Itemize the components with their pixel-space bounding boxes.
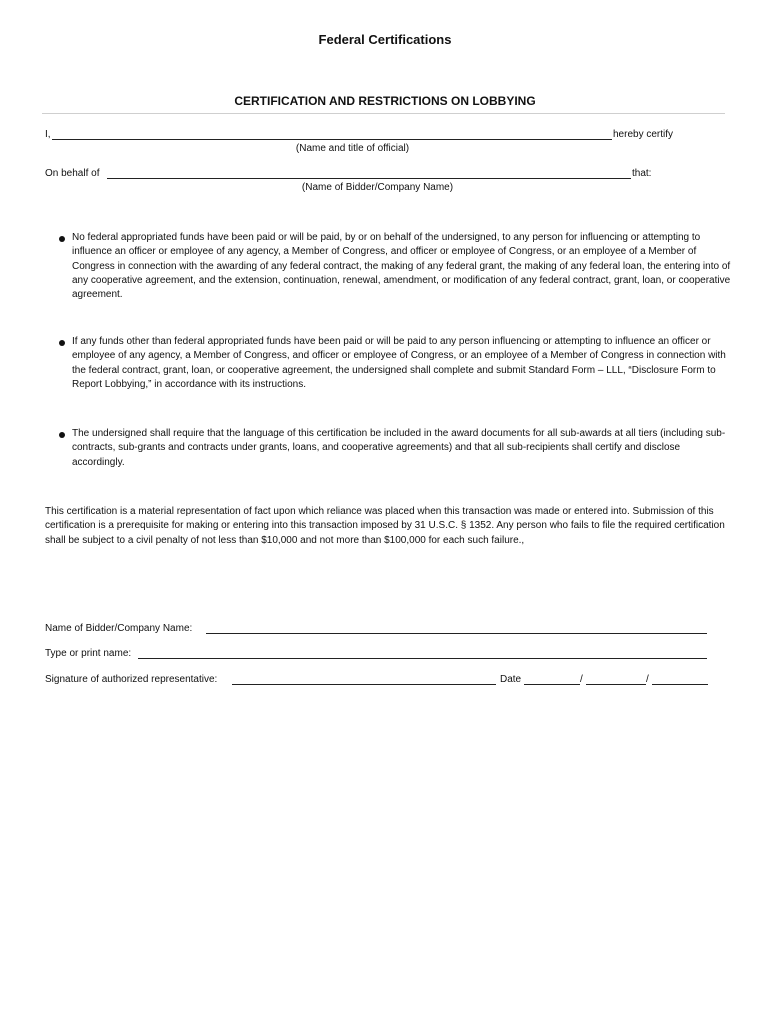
print-name-label: Type or print name: [45, 648, 132, 659]
bullet-paragraph-1: No federal appropriated funds have been paid or will be paid, by or on behalf of the undersigned, to any person for influencing or attempting to influence an officer or employee of any agency, a Member of Congress, and officer or employee of Congress, or an employee of a Member of Congress in connection with the awarding of any federal contract, the making of any federal grant, the making of any federal loan, the entering into of any cooperative agreement, and the extension, continuation, renewal, amendment, or modification of any federal contract, grant, loan, or cooperative agreement. [72, 232, 731, 301]
bidder-company-field[interactable] [107, 178, 631, 179]
date-label: Date [500, 674, 522, 685]
behalf-line-suffix: that: [632, 168, 652, 179]
document-title: Federal Certifications [318, 32, 452, 47]
company-name-label: Name of Bidder/Company Name: [45, 623, 193, 634]
date-separator: / [580, 674, 583, 685]
bullet-icon [59, 432, 65, 438]
company-name-field[interactable] [206, 633, 707, 634]
official-line-caption: (Name and title of official) [295, 143, 410, 154]
signature-label: Signature of authorized representative: [45, 674, 218, 685]
official-line-prefix: I, [45, 129, 51, 140]
behalf-line-caption: (Name of Bidder/Company Name) [301, 182, 454, 193]
official-name-field[interactable] [52, 139, 612, 140]
bullet-paragraph-3: The undersigned shall require that the language of this certification be included in the award documents for all sub-awards at all tiers (including sub-contracts, sub-grants and contracts under grants, loans, and cooperative agreements) and that all sub-recipients shall certify and disclose accordingly. [72, 428, 726, 468]
date-separator: / [646, 674, 649, 685]
date-year-field[interactable] [652, 684, 708, 685]
print-name-field[interactable] [138, 658, 707, 659]
behalf-line-prefix: On behalf of [45, 168, 100, 179]
closing-paragraph: This certification is a material representation of fact upon which reliance was placed when this transaction was made or entered into. Submission of this certification is a prerequisite for making or entering into this transaction imposed by 31 U.S.C. § 1352. Any person who fails to file the required certification shall be subject to a civil penalty of not less than $10,000 and not more than $100,000 for each such failure., [45, 506, 725, 546]
date-day-field[interactable] [586, 684, 646, 685]
section-title: CERTIFICATION AND RESTRICTIONS ON LOBBYING [234, 94, 536, 108]
bullet-paragraph-2: If any funds other than federal appropriated funds have been paid or will be paid to any person influencing or attempting to influence an officer or employee of any agency, a Member of Congress, and officer or employee of Congress, or an employee of a Member of Congress in connection with the federal contract, grant, loan, or cooperative agreement, the undersigned shall complete and submit Standard Form – LLL, “Disclosure Form to Report Lobbying,” in accordance with its instructions. [72, 336, 726, 390]
bullet-icon [59, 236, 65, 242]
bullet-icon [59, 340, 65, 346]
official-line-suffix: hereby certify [613, 129, 674, 140]
signature-field[interactable] [232, 684, 496, 685]
date-month-field[interactable] [524, 684, 580, 685]
title-divider [42, 113, 725, 114]
